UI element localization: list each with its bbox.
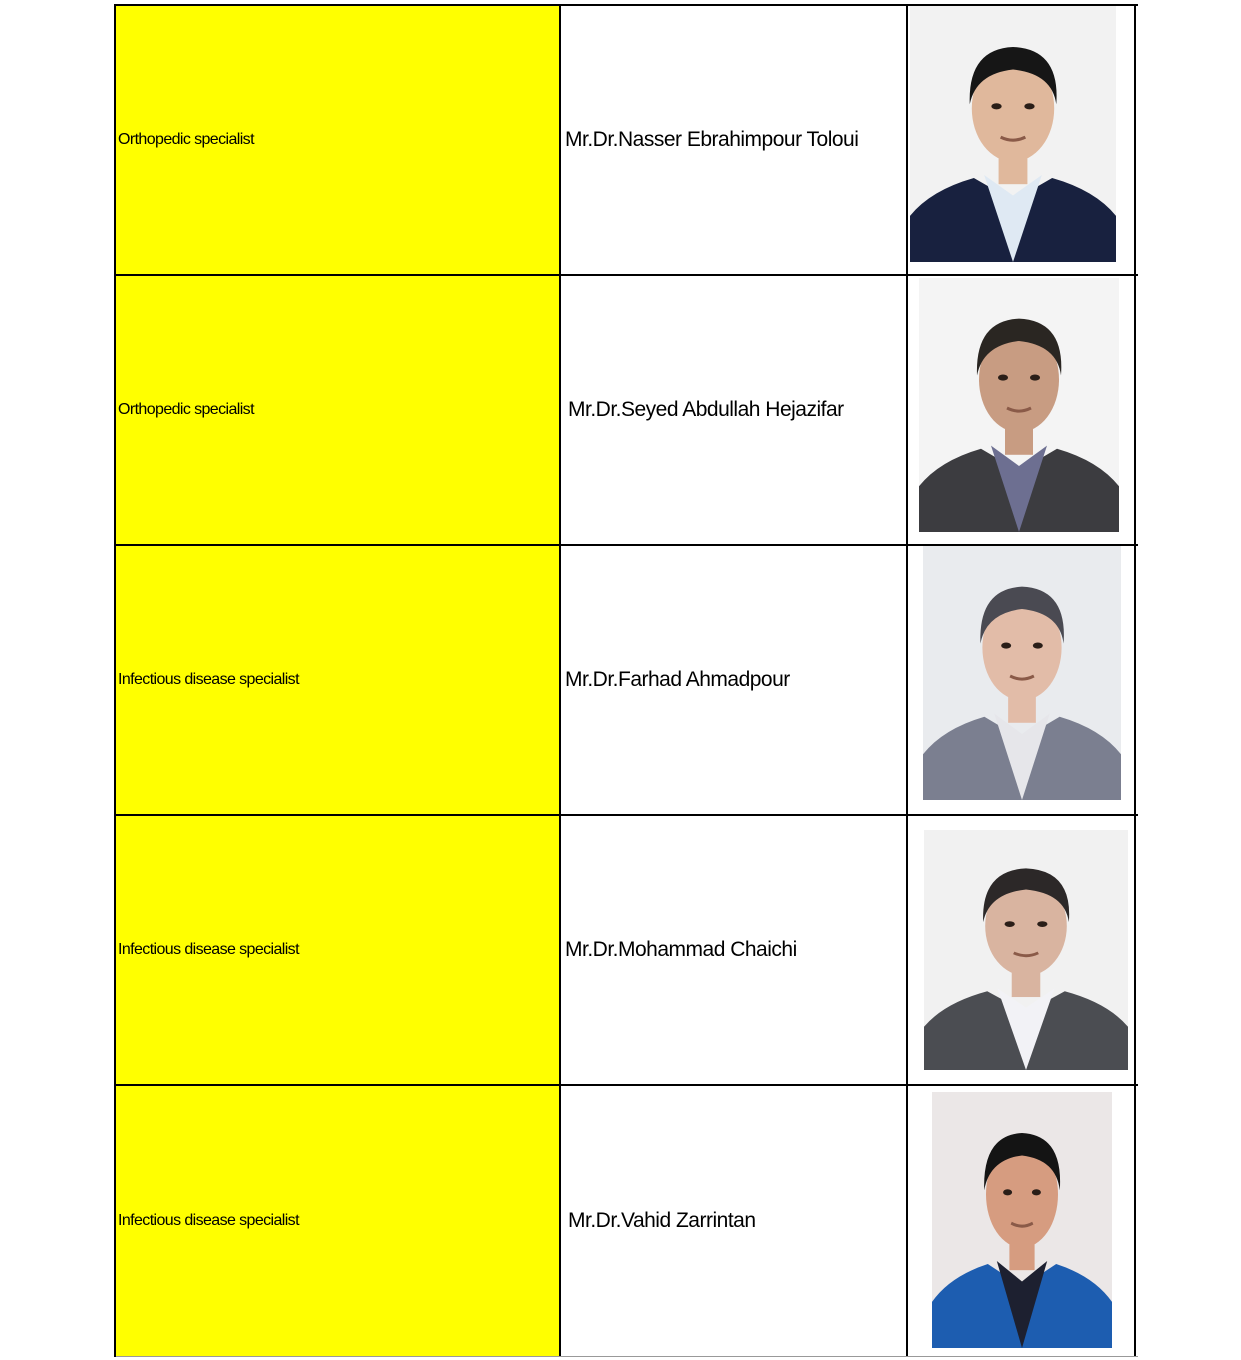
specialty-label: Orthopedic specialist	[118, 401, 254, 418]
table-row	[116, 1086, 1138, 1357]
portrait-icon	[919, 278, 1119, 532]
table-row	[116, 6, 1138, 276]
specialty-cell	[116, 6, 561, 274]
doctors-table	[114, 4, 1138, 1357]
doctor-photo	[910, 6, 1116, 262]
name-cell	[561, 1086, 908, 1356]
doctor-photo	[924, 830, 1128, 1070]
doctor-name: Mr.Dr.Seyed Abdullah Hejazifar	[568, 398, 844, 421]
doctor-name: Mr.Dr.Mohammad Chaichi	[565, 938, 797, 961]
specialty-label: Orthopedic specialist	[118, 131, 254, 148]
specialty-cell	[116, 546, 561, 814]
doctor-name: Mr.Dr.Vahid Zarrintan	[568, 1209, 756, 1232]
photo-cell	[908, 276, 1136, 544]
doctor-photo	[923, 546, 1121, 800]
photo-cell	[908, 546, 1136, 814]
table-row	[116, 546, 1138, 816]
portrait-icon	[924, 830, 1128, 1070]
photo-cell	[908, 6, 1136, 274]
table-row	[116, 276, 1138, 546]
specialty-cell	[116, 816, 561, 1084]
doctor-name: Mr.Dr.Nasser Ebrahimpour Toloui	[565, 128, 859, 151]
specialty-label: Infectious disease specialist	[118, 1212, 299, 1229]
specialty-cell	[116, 276, 561, 544]
name-cell	[561, 276, 908, 544]
portrait-icon	[932, 1092, 1112, 1348]
specialty-cell	[116, 1086, 561, 1356]
specialty-label: Infectious disease specialist	[118, 941, 299, 958]
doctor-photo	[932, 1092, 1112, 1348]
name-cell	[561, 816, 908, 1084]
name-cell	[561, 546, 908, 814]
portrait-icon	[910, 6, 1116, 262]
doctor-photo	[919, 278, 1119, 532]
photo-cell	[908, 816, 1136, 1084]
name-cell	[561, 6, 908, 274]
doctor-name: Mr.Dr.Farhad Ahmadpour	[565, 668, 790, 691]
portrait-icon	[923, 546, 1121, 800]
photo-cell	[908, 1086, 1136, 1356]
table-row	[116, 816, 1138, 1086]
specialty-label: Infectious disease specialist	[118, 671, 299, 688]
